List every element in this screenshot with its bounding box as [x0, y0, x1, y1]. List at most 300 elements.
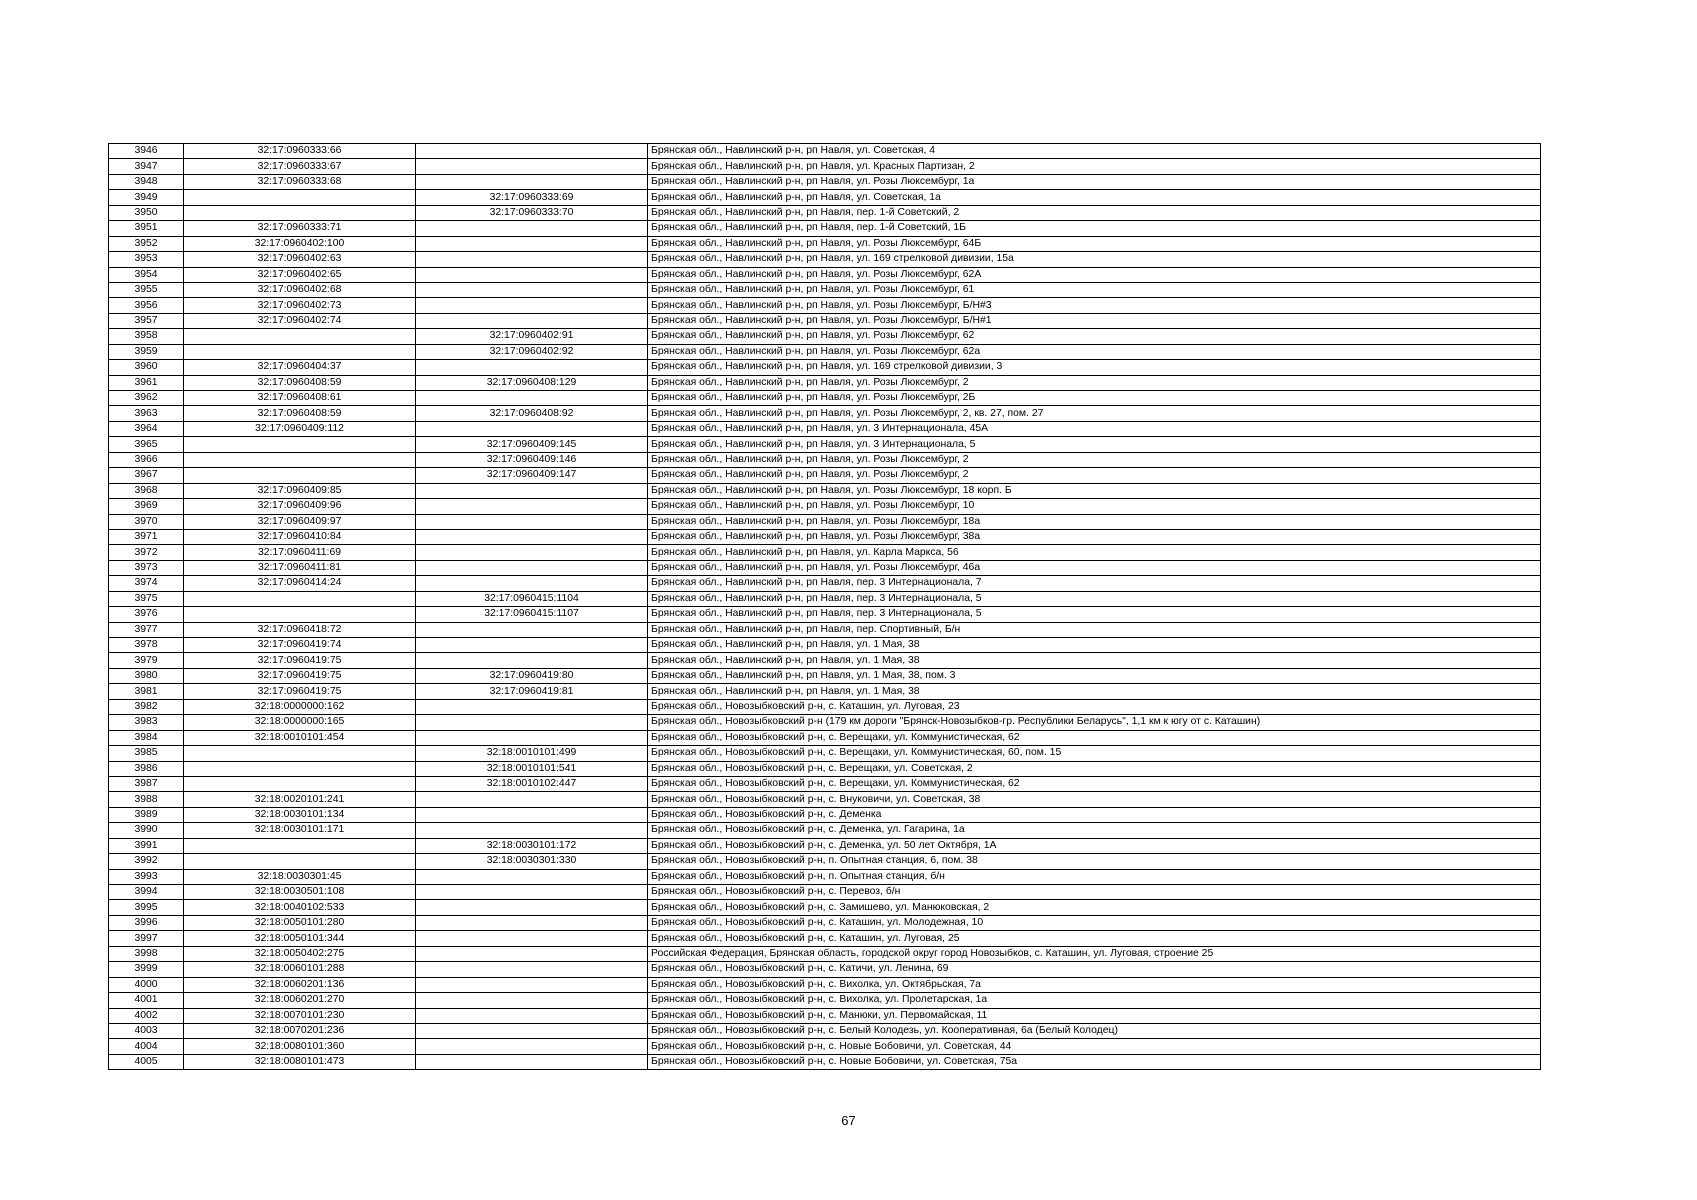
- row-number-cell: 4004: [109, 1039, 184, 1054]
- row-number-cell: 4005: [109, 1054, 184, 1069]
- address-cell: Брянская обл., Навлинский р-н, рп Навля, ул. Розы Люксембург, 62А: [648, 267, 1541, 282]
- cadastral-number-cell: 32:18:0030101:171: [184, 823, 416, 838]
- related-cadastral-number-cell: 32:17:0960402:92: [416, 344, 648, 359]
- table-row: [109, 668, 1541, 683]
- related-cadastral-number-cell: [416, 638, 648, 653]
- related-cadastral-number-cell: 32:18:0030101:172: [416, 838, 648, 853]
- address-cell: Брянская обл., Новозыбковский р-н, с. Вихолка, ул. Пролетарская, 1а: [648, 993, 1541, 1008]
- row-number-cell: 3987: [109, 776, 184, 791]
- related-cadastral-number-cell: 32:17:0960409:145: [416, 437, 648, 452]
- table-row: [109, 1023, 1541, 1038]
- related-cadastral-number-cell: 32:17:0960408:129: [416, 375, 648, 390]
- address-cell: Брянская обл., Навлинский р-н, рп Навля, пер. 3 Интернационала, 5: [648, 591, 1541, 606]
- table-row: [109, 313, 1541, 328]
- row-number-cell: 3984: [109, 730, 184, 745]
- cadastral-number-cell: 32:17:0960408:61: [184, 391, 416, 406]
- related-cadastral-number-cell: 32:17:0960419:81: [416, 684, 648, 699]
- address-cell: Брянская обл., Новозыбковский р-н, с. Перевоз, б/н: [648, 885, 1541, 900]
- registry-table-body: [109, 144, 1541, 1070]
- row-number-cell: 3992: [109, 854, 184, 869]
- address-cell: Брянская обл., Навлинский р-н, рп Навля, ул. Советская, 1а: [648, 190, 1541, 205]
- cadastral-number-cell: 32:18:0070101:230: [184, 1008, 416, 1023]
- related-cadastral-number-cell: [416, 931, 648, 946]
- row-number-cell: 3990: [109, 823, 184, 838]
- row-number-cell: 3989: [109, 807, 184, 822]
- row-number-cell: 3960: [109, 360, 184, 375]
- address-cell: Брянская обл., Новозыбковский р-н, с. Верещаки, ул. Советская, 2: [648, 761, 1541, 776]
- row-number-cell: 3957: [109, 313, 184, 328]
- related-cadastral-number-cell: 32:18:0010102:447: [416, 776, 648, 791]
- cadastral-number-cell: 32:17:0960333:66: [184, 144, 416, 159]
- cadastral-number-cell: 32:17:0960411:69: [184, 545, 416, 560]
- table-row: [109, 483, 1541, 498]
- related-cadastral-number-cell: [416, 792, 648, 807]
- row-number-cell: 3988: [109, 792, 184, 807]
- address-cell: Брянская обл., Навлинский р-н, рп Навля, ул. Розы Люксембург, 2, кв. 27, пом. 27: [648, 406, 1541, 421]
- related-cadastral-number-cell: 32:18:0010101:541: [416, 761, 648, 776]
- related-cadastral-number-cell: [416, 1008, 648, 1023]
- related-cadastral-number-cell: [416, 885, 648, 900]
- address-cell: Брянская обл., Новозыбковский р-н, п. Опытная станция, б/н: [648, 869, 1541, 884]
- table-row: [109, 761, 1541, 776]
- cadastral-number-cell: 32:18:0010101:454: [184, 730, 416, 745]
- address-cell: Брянская обл., Новозыбковский р-н, с. Белый Колодезь, ул. Кооперативная, 6а (Белый Колодец): [648, 1023, 1541, 1038]
- row-number-cell: 3972: [109, 545, 184, 560]
- related-cadastral-number-cell: [416, 391, 648, 406]
- address-cell: Брянская обл., Навлинский р-н, рп Навля, ул. Розы Люксембург, Б/Н#1: [648, 313, 1541, 328]
- table-row: [109, 190, 1541, 205]
- row-number-cell: 3970: [109, 514, 184, 529]
- row-number-cell: 3948: [109, 174, 184, 189]
- address-cell: Брянская обл., Новозыбковский р-н, с. Манюки, ул. Первомайская, 11: [648, 1008, 1541, 1023]
- cadastral-number-cell: 32:17:0960333:71: [184, 221, 416, 236]
- table-row: [109, 221, 1541, 236]
- address-cell: Брянская обл., Навлинский р-н, рп Навля, ул. 169 стрелковой дивизии, 3: [648, 360, 1541, 375]
- row-number-cell: 3997: [109, 931, 184, 946]
- row-number-cell: 3954: [109, 267, 184, 282]
- table-row: [109, 344, 1541, 359]
- related-cadastral-number-cell: [416, 807, 648, 822]
- cadastral-number-cell: 32:18:0000000:165: [184, 715, 416, 730]
- row-number-cell: 3980: [109, 668, 184, 683]
- table-row: [109, 545, 1541, 560]
- related-cadastral-number-cell: [416, 267, 648, 282]
- address-cell: Брянская обл., Навлинский р-н, рп Навля, ул. Розы Люксембург, 62: [648, 329, 1541, 344]
- related-cadastral-number-cell: 32:18:0030301:330: [416, 854, 648, 869]
- row-number-cell: 3994: [109, 885, 184, 900]
- address-cell: Брянская обл., Навлинский р-н, рп Навля, ул. Розы Люксембург, 18 корп. Б: [648, 483, 1541, 498]
- table-row: [109, 699, 1541, 714]
- row-number-cell: 3966: [109, 452, 184, 467]
- cadastral-number-cell: 32:17:0960419:75: [184, 668, 416, 683]
- cadastral-number-cell: 32:17:0960408:59: [184, 375, 416, 390]
- related-cadastral-number-cell: [416, 221, 648, 236]
- related-cadastral-number-cell: [416, 1023, 648, 1038]
- table-row: [109, 560, 1541, 575]
- table-row: [109, 977, 1541, 992]
- related-cadastral-number-cell: 32:17:0960333:69: [416, 190, 648, 205]
- address-cell: Брянская обл., Новозыбковский р-н, с. Каташин, ул. Молодежная, 10: [648, 915, 1541, 930]
- row-number-cell: 3969: [109, 499, 184, 514]
- address-cell: Брянская обл., Новозыбковский р-н, с. Деменка, ул. Гагарина, 1а: [648, 823, 1541, 838]
- cadastral-number-cell: 32:18:0020101:241: [184, 792, 416, 807]
- row-number-cell: 4001: [109, 993, 184, 1008]
- address-cell: Брянская обл., Навлинский р-н, рп Навля, ул. Розы Люксембург, 2: [648, 468, 1541, 483]
- related-cadastral-number-cell: [416, 715, 648, 730]
- row-number-cell: 3995: [109, 900, 184, 915]
- related-cadastral-number-cell: [416, 483, 648, 498]
- table-row: [109, 900, 1541, 915]
- cadastral-number-cell: 32:17:0960402:74: [184, 313, 416, 328]
- address-cell: Брянская обл., Навлинский р-н, рп Навля, ул. 1 Мая, 38, пом. 3: [648, 668, 1541, 683]
- cadastral-number-cell: 32:17:0960419:75: [184, 653, 416, 668]
- table-row: [109, 792, 1541, 807]
- table-row: [109, 452, 1541, 467]
- row-number-cell: 4002: [109, 1008, 184, 1023]
- cadastral-number-cell: 32:17:0960402:65: [184, 267, 416, 282]
- related-cadastral-number-cell: [416, 653, 648, 668]
- cadastral-number-cell: 32:18:0050101:280: [184, 915, 416, 930]
- table-row: [109, 915, 1541, 930]
- table-row: [109, 715, 1541, 730]
- table-row: [109, 1008, 1541, 1023]
- cadastral-number-cell: [184, 452, 416, 467]
- row-number-cell: 3967: [109, 468, 184, 483]
- table-row: [109, 468, 1541, 483]
- table-row: [109, 885, 1541, 900]
- cadastral-number-cell: 32:17:0960418:72: [184, 622, 416, 637]
- cadastral-number-cell: 32:17:0960409:97: [184, 514, 416, 529]
- row-number-cell: 3996: [109, 915, 184, 930]
- table-row: [109, 360, 1541, 375]
- related-cadastral-number-cell: 32:17:0960409:146: [416, 452, 648, 467]
- related-cadastral-number-cell: [416, 900, 648, 915]
- row-number-cell: 4003: [109, 1023, 184, 1038]
- row-number-cell: 3985: [109, 746, 184, 761]
- row-number-cell: 3974: [109, 576, 184, 591]
- table-row: [109, 746, 1541, 761]
- table-row: [109, 607, 1541, 622]
- row-number-cell: 3998: [109, 946, 184, 961]
- table-row: [109, 591, 1541, 606]
- address-cell: Брянская обл., Навлинский р-н, рп Навля, ул. Розы Люксембург, 2: [648, 375, 1541, 390]
- table-row: [109, 267, 1541, 282]
- related-cadastral-number-cell: [416, 915, 648, 930]
- address-cell: Брянская обл., Новозыбковский р-н, с. Верещаки, ул. Коммунистическая, 60, пом. 15: [648, 746, 1541, 761]
- row-number-cell: 3978: [109, 638, 184, 653]
- table-row: [109, 962, 1541, 977]
- row-number-cell: 3977: [109, 622, 184, 637]
- related-cadastral-number-cell: [416, 159, 648, 174]
- related-cadastral-number-cell: 32:17:0960415:1104: [416, 591, 648, 606]
- page-number: 67: [841, 1113, 856, 1128]
- address-cell: Брянская обл., Новозыбковский р-н, с. Деменка, ул. 50 лет Октября, 1А: [648, 838, 1541, 853]
- table-row: [109, 499, 1541, 514]
- row-number-cell: 3975: [109, 591, 184, 606]
- related-cadastral-number-cell: [416, 1054, 648, 1069]
- related-cadastral-number-cell: [416, 282, 648, 297]
- address-cell: Российская Федерация, Брянская область, городской округ город Новозыбков, с. Каташин, ул. Луговая, строение 25: [648, 946, 1541, 961]
- table-row: [109, 684, 1541, 699]
- address-cell: Брянская обл., Навлинский р-н, рп Навля, пер. 1-й Советский, 1Б: [648, 221, 1541, 236]
- cadastral-number-cell: [184, 468, 416, 483]
- table-row: [109, 236, 1541, 251]
- row-number-cell: 3955: [109, 282, 184, 297]
- table-row: [109, 514, 1541, 529]
- cadastral-number-cell: [184, 761, 416, 776]
- related-cadastral-number-cell: [416, 622, 648, 637]
- address-cell: Брянская обл., Навлинский р-н, рп Навля, ул. Розы Люксембург, 62а: [648, 344, 1541, 359]
- table-row: [109, 375, 1541, 390]
- address-cell: Брянская обл., Навлинский р-н, рп Навля, пер. 3 Интернационала, 5: [648, 607, 1541, 622]
- related-cadastral-number-cell: 32:17:0960419:80: [416, 668, 648, 683]
- table-row: [109, 823, 1541, 838]
- row-number-cell: 3947: [109, 159, 184, 174]
- cadastral-number-cell: 32:17:0960402:100: [184, 236, 416, 251]
- cadastral-number-cell: [184, 607, 416, 622]
- related-cadastral-number-cell: 32:18:0010101:499: [416, 746, 648, 761]
- address-cell: Брянская обл., Новозыбковский р-н, с. Верещаки, ул. Коммунистическая, 62: [648, 776, 1541, 791]
- cadastral-number-cell: 32:18:0060201:136: [184, 977, 416, 992]
- related-cadastral-number-cell: [416, 236, 648, 251]
- row-number-cell: 3983: [109, 715, 184, 730]
- related-cadastral-number-cell: [416, 699, 648, 714]
- table-row: [109, 421, 1541, 436]
- row-number-cell: 3949: [109, 190, 184, 205]
- table-row: [109, 391, 1541, 406]
- row-number-cell: 3963: [109, 406, 184, 421]
- cadastral-number-cell: 32:17:0960402:73: [184, 298, 416, 313]
- row-number-cell: 3973: [109, 560, 184, 575]
- cadastral-number-cell: 32:17:0960409:112: [184, 421, 416, 436]
- cadastral-number-cell: 32:17:0960410:84: [184, 529, 416, 544]
- address-cell: Брянская обл., Навлинский р-н, рп Навля, ул. Розы Люксембург, 61: [648, 282, 1541, 297]
- cadastral-number-cell: 32:17:0960419:75: [184, 684, 416, 699]
- related-cadastral-number-cell: [416, 946, 648, 961]
- row-number-cell: 3981: [109, 684, 184, 699]
- related-cadastral-number-cell: 32:17:0960408:92: [416, 406, 648, 421]
- cadastral-number-cell: 32:17:0960333:67: [184, 159, 416, 174]
- row-number-cell: 3968: [109, 483, 184, 498]
- address-cell: Брянская обл., Навлинский р-н, рп Навля, ул. Розы Люксембург, 38а: [648, 529, 1541, 544]
- cadastral-number-cell: [184, 344, 416, 359]
- row-number-cell: 3946: [109, 144, 184, 159]
- cadastral-number-cell: 32:17:0960409:96: [184, 499, 416, 514]
- row-number-cell: 3982: [109, 699, 184, 714]
- related-cadastral-number-cell: [416, 144, 648, 159]
- address-cell: Брянская обл., Навлинский р-н, рп Навля, ул. Советская, 4: [648, 144, 1541, 159]
- related-cadastral-number-cell: [416, 993, 648, 1008]
- address-cell: Брянская обл., Навлинский р-н, рп Навля, ул. 1 Мая, 38: [648, 638, 1541, 653]
- cadastral-number-cell: 32:17:0960404:37: [184, 360, 416, 375]
- address-cell: Брянская обл., Новозыбковский р-н, с. Катичи, ул. Ленина, 69: [648, 962, 1541, 977]
- address-cell: Брянская обл., Навлинский р-н, рп Навля, ул. 1 Мая, 38: [648, 684, 1541, 699]
- related-cadastral-number-cell: [416, 529, 648, 544]
- related-cadastral-number-cell: 32:17:0960333:70: [416, 205, 648, 220]
- cadastral-number-cell: [184, 437, 416, 452]
- table-row: [109, 931, 1541, 946]
- related-cadastral-number-cell: 32:17:0960402:91: [416, 329, 648, 344]
- address-cell: Брянская обл., Новозыбковский р-н, с. Каташин, ул. Луговая, 23: [648, 699, 1541, 714]
- related-cadastral-number-cell: [416, 499, 648, 514]
- related-cadastral-number-cell: [416, 298, 648, 313]
- table-row: [109, 576, 1541, 591]
- related-cadastral-number-cell: [416, 545, 648, 560]
- row-number-cell: 3962: [109, 391, 184, 406]
- cadastral-number-cell: 32:18:0030301:45: [184, 869, 416, 884]
- related-cadastral-number-cell: [416, 313, 648, 328]
- row-number-cell: 3953: [109, 252, 184, 267]
- address-cell: Брянская обл., Новозыбковский р-н, с. Деменка: [648, 807, 1541, 822]
- table-row: [109, 252, 1541, 267]
- table-row: [109, 622, 1541, 637]
- table-row: [109, 946, 1541, 961]
- address-cell: Брянская обл., Новозыбковский р-н, п. Опытная станция, 6, пом. 38: [648, 854, 1541, 869]
- cadastral-number-cell: 32:17:0960419:74: [184, 638, 416, 653]
- related-cadastral-number-cell: [416, 252, 648, 267]
- table-row: [109, 1039, 1541, 1054]
- related-cadastral-number-cell: [416, 1039, 648, 1054]
- table-row: [109, 807, 1541, 822]
- address-cell: Брянская обл., Навлинский р-н, рп Навля, ул. 169 стрелковой дивизии, 15а: [648, 252, 1541, 267]
- cadastral-number-cell: [184, 854, 416, 869]
- table-row: [109, 298, 1541, 313]
- table-row: [109, 174, 1541, 189]
- related-cadastral-number-cell: [416, 869, 648, 884]
- address-cell: Брянская обл., Новозыбковский р-н, с. Новые Бобовичи, ул. Советская, 75а: [648, 1054, 1541, 1069]
- cadastral-number-cell: 32:17:0960414:24: [184, 576, 416, 591]
- address-cell: Брянская обл., Навлинский р-н, рп Навля, ул. Розы Люксембург, 46а: [648, 560, 1541, 575]
- cadastral-number-cell: 32:17:0960411:81: [184, 560, 416, 575]
- cadastral-number-cell: 32:18:0040102:533: [184, 900, 416, 915]
- row-number-cell: 4000: [109, 977, 184, 992]
- row-number-cell: 3950: [109, 205, 184, 220]
- address-cell: Брянская обл., Навлинский р-н, рп Навля, пер. Спортивный, Б/н: [648, 622, 1541, 637]
- table-row: [109, 776, 1541, 791]
- related-cadastral-number-cell: [416, 823, 648, 838]
- row-number-cell: 3979: [109, 653, 184, 668]
- table-row: [109, 205, 1541, 220]
- cadastral-number-cell: 32:18:0080101:360: [184, 1039, 416, 1054]
- row-number-cell: 3993: [109, 869, 184, 884]
- row-number-cell: 3991: [109, 838, 184, 853]
- cadastral-number-cell: 32:18:0050101:344: [184, 931, 416, 946]
- table-row: [109, 730, 1541, 745]
- address-cell: Брянская обл., Навлинский р-н, рп Навля, ул. Розы Люксембург, 10: [648, 499, 1541, 514]
- table-row: [109, 653, 1541, 668]
- related-cadastral-number-cell: [416, 560, 648, 575]
- address-cell: Брянская обл., Новозыбковский р-н, с. Верещаки, ул. Коммунистическая, 62: [648, 730, 1541, 745]
- table-row: [109, 159, 1541, 174]
- address-cell: Брянская обл., Навлинский р-н, рп Навля, ул. 1 Мая, 38: [648, 653, 1541, 668]
- cadastral-number-cell: 32:18:0060101:288: [184, 962, 416, 977]
- related-cadastral-number-cell: [416, 576, 648, 591]
- row-number-cell: 3961: [109, 375, 184, 390]
- table-row: [109, 854, 1541, 869]
- cadastral-number-cell: 32:17:0960409:85: [184, 483, 416, 498]
- table-row: [109, 638, 1541, 653]
- address-cell: Брянская обл., Навлинский р-н, рп Навля, пер. 1-й Советский, 2: [648, 205, 1541, 220]
- row-number-cell: 3965: [109, 437, 184, 452]
- table-row: [109, 144, 1541, 159]
- table-row: [109, 869, 1541, 884]
- cadastral-number-cell: 32:17:0960402:63: [184, 252, 416, 267]
- address-cell: Брянская обл., Новозыбковский р-н, с. Новые Бобовичи, ул. Советская, 44: [648, 1039, 1541, 1054]
- cadastral-number-cell: 32:18:0030501:108: [184, 885, 416, 900]
- table-row: [109, 282, 1541, 297]
- row-number-cell: 3956: [109, 298, 184, 313]
- table-row: [109, 838, 1541, 853]
- cadastral-number-cell: 32:17:0960408:59: [184, 406, 416, 421]
- cadastral-number-cell: 32:18:0000000:162: [184, 699, 416, 714]
- related-cadastral-number-cell: [416, 730, 648, 745]
- cadastral-number-cell: [184, 190, 416, 205]
- property-registry-table: [108, 143, 1541, 1070]
- related-cadastral-number-cell: 32:17:0960409:147: [416, 468, 648, 483]
- table-row: [109, 406, 1541, 421]
- cadastral-number-cell: 32:17:0960333:68: [184, 174, 416, 189]
- row-number-cell: 3976: [109, 607, 184, 622]
- related-cadastral-number-cell: [416, 962, 648, 977]
- address-cell: Брянская обл., Навлинский р-н, рп Навля, ул. Розы Люксембург, 64Б: [648, 236, 1541, 251]
- row-number-cell: 3964: [109, 421, 184, 436]
- related-cadastral-number-cell: [416, 360, 648, 375]
- row-number-cell: 3951: [109, 221, 184, 236]
- table-row: [109, 529, 1541, 544]
- row-number-cell: 3959: [109, 344, 184, 359]
- row-number-cell: 3986: [109, 761, 184, 776]
- cadastral-number-cell: 32:18:0050402:275: [184, 946, 416, 961]
- address-cell: Брянская обл., Новозыбковский р-н, с. Каташин, ул. Луговая, 25: [648, 931, 1541, 946]
- row-number-cell: 3952: [109, 236, 184, 251]
- table-row: [109, 1054, 1541, 1069]
- row-number-cell: 3958: [109, 329, 184, 344]
- cadastral-number-cell: [184, 329, 416, 344]
- table-row: [109, 329, 1541, 344]
- address-cell: Брянская обл., Навлинский р-н, рп Навля, ул. Карла Маркса, 56: [648, 545, 1541, 560]
- cadastral-number-cell: [184, 591, 416, 606]
- address-cell: Брянская обл., Навлинский р-н, рп Навля, ул. Розы Люксембург, 18а: [648, 514, 1541, 529]
- address-cell: Брянская обл., Новозыбковский р-н (179 км дороги "Брянск-Новозыбков-гр. Республики Беларусь", 1,1 км к югу от с. Каташин): [648, 715, 1541, 730]
- cadastral-number-cell: 32:18:0030101:134: [184, 807, 416, 822]
- related-cadastral-number-cell: 32:17:0960415:1107: [416, 607, 648, 622]
- table-row: [109, 437, 1541, 452]
- address-cell: Брянская обл., Новозыбковский р-н, с. Вихолка, ул. Октябрьская, 7а: [648, 977, 1541, 992]
- address-cell: Брянская обл., Навлинский р-н, рп Навля, ул. Розы Люксембург, 2Б: [648, 391, 1541, 406]
- cadastral-number-cell: 32:18:0070201:236: [184, 1023, 416, 1038]
- related-cadastral-number-cell: [416, 977, 648, 992]
- address-cell: Брянская обл., Новозыбковский р-н, с. Замишево, ул. Манюковская, 2: [648, 900, 1541, 915]
- address-cell: Брянская обл., Навлинский р-н, рп Навля, ул. Розы Люксембург, 1а: [648, 174, 1541, 189]
- address-cell: Брянская обл., Навлинский р-н, рп Навля, ул. Розы Люксембург, Б/Н#3: [648, 298, 1541, 313]
- cadastral-number-cell: [184, 776, 416, 791]
- row-number-cell: 3999: [109, 962, 184, 977]
- related-cadastral-number-cell: [416, 421, 648, 436]
- cadastral-number-cell: 32:18:0080101:473: [184, 1054, 416, 1069]
- address-cell: Брянская обл., Навлинский р-н, рп Навля, ул. 3 Интернационала, 45А: [648, 421, 1541, 436]
- address-cell: Брянская обл., Навлинский р-н, рп Навля, ул. Розы Люксембург, 2: [648, 452, 1541, 467]
- address-cell: Брянская обл., Навлинский р-н, рп Навля, пер. 3 Интернационала, 7: [648, 576, 1541, 591]
- cadastral-number-cell: [184, 205, 416, 220]
- cadastral-number-cell: [184, 838, 416, 853]
- cadastral-number-cell: 32:18:0060201:270: [184, 993, 416, 1008]
- address-cell: Брянская обл., Навлинский р-н, рп Навля, ул. 3 Интернационала, 5: [648, 437, 1541, 452]
- table-row: [109, 993, 1541, 1008]
- related-cadastral-number-cell: [416, 174, 648, 189]
- address-cell: Брянская обл., Навлинский р-н, рп Навля, ул. Красных Партизан, 2: [648, 159, 1541, 174]
- cadastral-number-cell: 32:17:0960402:68: [184, 282, 416, 297]
- related-cadastral-number-cell: [416, 514, 648, 529]
